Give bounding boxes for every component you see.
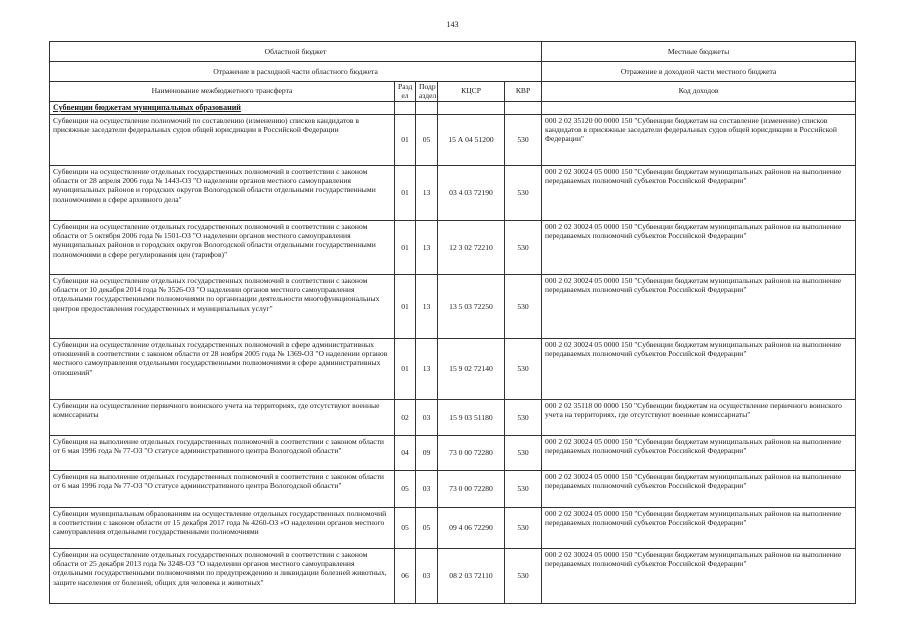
- transfer-name-cell: Субвенция на выполнение отдельных государственных полномочий в соответствии с законом области от 6 мая 1996 года № 77-ОЗ "О статусе административного центра Вологодской области": [50, 436, 395, 471]
- kvr-cell: 530: [505, 471, 542, 508]
- income-code-cell: 000 2 02 30024 05 0000 150 "Субвенции бюджетам муниципальных районов на выполнение передаваемых полномочий субъектов Российской Федерации": [542, 339, 856, 400]
- section-title: Субвенции бюджетам муниципальных образований: [50, 102, 395, 115]
- kvr-cell: 530: [505, 549, 542, 604]
- section-cell: 01: [395, 221, 416, 275]
- income-code-cell: 000 2 02 30024 05 0000 150 "Субвенции бюджетам муниципальных районов на выполнение передаваемых полномочий субъектов Российской Федерации": [542, 549, 856, 604]
- table-row: [50, 115, 856, 166]
- kcsr-cell: 09 4 06 72290: [438, 508, 505, 549]
- income-code-cell: 000 2 02 30024 05 0000 150 "Субвенции бюджетам муниципальных районов на выполнение передаваемых полномочий субъектов Российской Федерации": [542, 508, 856, 549]
- income-code-cell: 000 2 02 35118 00 0000 150 "Субвенции бюджетам на осуществление первичного воинского учета на территориях, где отсутствуют военные комиссариаты": [542, 400, 856, 436]
- subsection-cell: 03: [416, 400, 438, 436]
- income-code-cell: 000 2 02 35120 00 0000 150 "Субвенции бюджетам на составление (изменение) списков кандидатов в присяжные заседатели федеральных судов общей юрисдикции в Российской Федерации": [542, 115, 856, 166]
- column-header-kcsr: КЦСР: [438, 82, 505, 102]
- kcsr-cell: 13 5 03 72250: [438, 275, 505, 339]
- transfer-name-cell: Субвенции на осуществление отдельных государственных полномочий в соответствии с законом области от 5 октября 2006 года № 1501-ОЗ "О наделении органов местного самоуправления муниципальных районов и городских округов Вологодской области отдельными государственными полномочиями в сфере регулирования цен (тарифов)": [50, 221, 395, 275]
- kvr-cell: 530: [505, 275, 542, 339]
- transfer-name-cell: Субвенции на осуществление отдельных государственных полномочий в соответствии с законом области от 28 апреля 2006 года № 1443-ОЗ "О наделении органов местного самоуправления муниципальных районов и городских округов Вологодской области отдельными государственными полномочиями в сфере архивного дела": [50, 166, 395, 221]
- subsection-cell: 03: [416, 471, 438, 508]
- regional-budget-header: Областной бюджет: [50, 42, 542, 62]
- column-header-kvr: КВР: [505, 82, 542, 102]
- table-row: [50, 275, 856, 339]
- income-code-cell: 000 2 02 30024 05 0000 150 "Субвенции бюджетам муниципальных районов на выполнение передаваемых полномочий субъектов Российской Федерации": [542, 275, 856, 339]
- section-cell: 01: [395, 339, 416, 400]
- transfer-name-cell: Субвенции на осуществление отдельных государственных полномочий в соответствии с законом области от 25 декабря 2013 года № 3248-ОЗ "О наделении органов местного самоуправления отдельными государственными полномочиями по предупреждению и ликвидации болезней животных, защите населения от болезней, общих для человека и животных": [50, 549, 395, 604]
- local-income-header: Отражение в доходной части местного бюджета: [542, 62, 856, 82]
- subsection-cell: 13: [416, 339, 438, 400]
- column-header-subsection: Подр аздел: [416, 82, 438, 102]
- kvr-cell: 530: [505, 400, 542, 436]
- column-header-income-code: Код доходов: [542, 82, 856, 102]
- transfer-name-cell: Субвенция на выполнение отдельных государственных полномочий в соответствии с законом области от 6 мая 1996 года № 77-ОЗ "О статусе административного центра Вологодской области": [50, 471, 395, 508]
- income-code-cell: 000 2 02 30024 05 0000 150 "Субвенции бюджетам муниципальных районов на выполнение передаваемых полномочий субъектов Российской Федерации": [542, 166, 856, 221]
- section-cell: 01: [395, 275, 416, 339]
- transfer-name-cell: Субвенции муниципальным образованиям на осуществление отдельных государственных полномочий в соответствии с законом области от 15 декабря 2017 года № 4260-ОЗ «О наделении органов местного самоуправления отдельными государственными полномочиями: [50, 508, 395, 549]
- kvr-cell: 530: [505, 115, 542, 166]
- section-cell: 04: [395, 436, 416, 471]
- kvr-cell: 530: [505, 339, 542, 400]
- table-row: [50, 166, 856, 221]
- section-cell: 06: [395, 549, 416, 604]
- kvr-cell: 530: [505, 508, 542, 549]
- kvr-cell: 530: [505, 221, 542, 275]
- section-cell: 01: [395, 115, 416, 166]
- kcsr-cell: 73 0 00 72280: [438, 471, 505, 508]
- subsection-cell: 09: [416, 436, 438, 471]
- table-row: [50, 549, 856, 604]
- kcsr-cell: 08 2 03 72110: [438, 549, 505, 604]
- kcsr-cell: 03 4 03 72190: [438, 166, 505, 221]
- section-cell: 02: [395, 400, 416, 436]
- kcsr-cell: 15 А 04 51200: [438, 115, 505, 166]
- table-row: [50, 339, 856, 400]
- table-row: [50, 400, 856, 436]
- section-cell: 01: [395, 166, 416, 221]
- table-row: [50, 221, 856, 275]
- table-row: [50, 436, 856, 471]
- page-number: 143: [446, 20, 459, 29]
- kvr-cell: 530: [505, 436, 542, 471]
- column-header-transfer-name: Наименование межбюджетного трансферта: [50, 82, 395, 102]
- transfer-name-cell: Субвенции на осуществление первичного воинского учета на территориях, где отсутствуют военные комиссариаты: [50, 400, 395, 436]
- local-budgets-header: Местные бюджеты: [542, 42, 856, 62]
- subsection-cell: 13: [416, 275, 438, 339]
- kcsr-cell: 15 9 03 51180: [438, 400, 505, 436]
- kcsr-cell: 73 0 00 72280: [438, 436, 505, 471]
- regional-expense-header: Отражение в расходной части областного бюджета: [50, 62, 542, 82]
- section-cell: 05: [395, 471, 416, 508]
- transfer-name-cell: Субвенции на осуществление полномочий по составлению (изменению) списков кандидатов в присяжные заседатели федеральных судов общей юрисдикции в Российской Федерации: [50, 115, 395, 166]
- kcsr-cell: 15 9 02 72140: [438, 339, 505, 400]
- subsection-cell: 05: [416, 115, 438, 166]
- subsection-cell: 05: [416, 508, 438, 549]
- table-row: [50, 471, 856, 508]
- transfer-name-cell: Субвенции на осуществление отдельных государственных полномочий в соответствии с законом области от 10 декабря 2014 года № 3526-ОЗ "О наделении органов местного самоуправления отдельными государственными полномочиями по организации деятельности многофункциональных центров предоставления государственных и муниципальных услуг": [50, 275, 395, 339]
- kcsr-cell: 12 3 02 72210: [438, 221, 505, 275]
- budget-table: [49, 41, 856, 604]
- income-code-cell: 000 2 02 30024 05 0000 150 "Субвенции бюджетам муниципальных районов на выполнение передаваемых полномочий субъектов Российской Федерации": [542, 471, 856, 508]
- column-header-section: Разд ел: [395, 82, 416, 102]
- subsection-cell: 13: [416, 221, 438, 275]
- section-cell: 05: [395, 508, 416, 549]
- kvr-cell: 530: [505, 166, 542, 221]
- table-row: [50, 508, 856, 549]
- subsection-cell: 03: [416, 549, 438, 604]
- income-code-cell: 000 2 02 30024 05 0000 150 "Субвенции бюджетам муниципальных районов на выполнение передаваемых полномочий субъектов Российской Федерации": [542, 221, 856, 275]
- subsection-cell: 13: [416, 166, 438, 221]
- income-code-cell: 000 2 02 30024 05 0000 150 "Субвенции бюджетам муниципальных районов на выполнение передаваемых полномочий субъектов Российской Федерации": [542, 436, 856, 471]
- transfer-name-cell: Субвенции на осуществление отдельных государственных полномочий в сфере административных отношений в соответствии с законом области от 28 ноября 2005 года № 1369-ОЗ "О наделении органов местного самоуправления отдельными государственными полномочиями в сфере административных отношений": [50, 339, 395, 400]
